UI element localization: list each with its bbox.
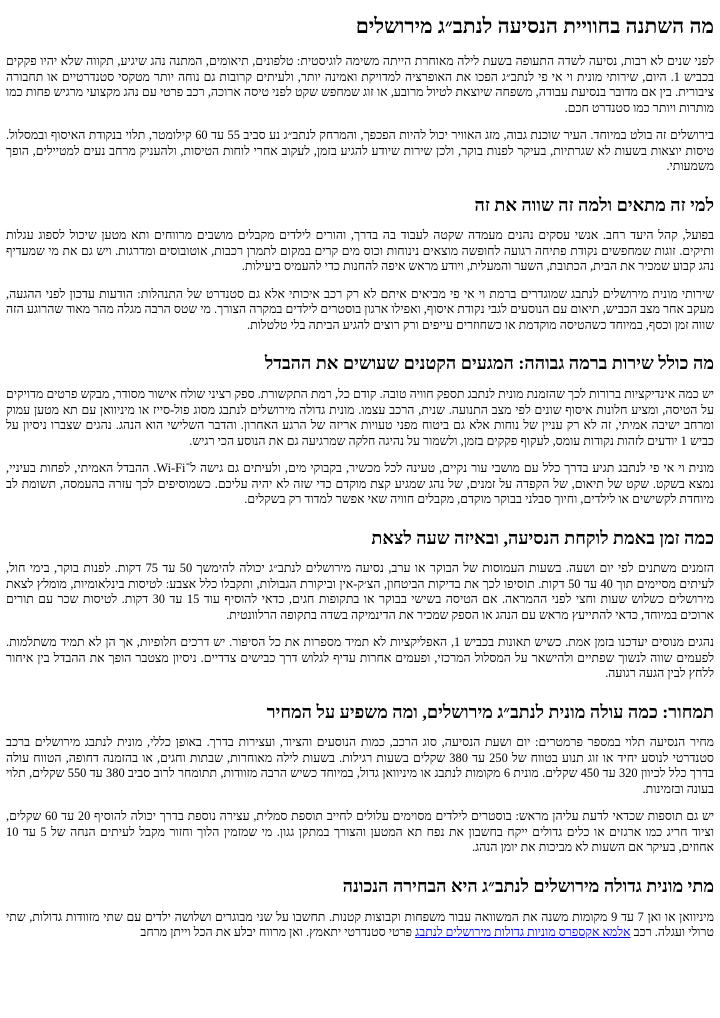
page-title: מה השתנה בחוויית הנסיעה לנתב״ג מירושלים <box>355 14 714 38</box>
paragraph: יש כמה אינדיקציות ברורות לכך שהזמנת מונית לנתבג תספק חוויה טובה. קודם כל, רמת התקשורת. ספק רציני שולח אישור מסודר, מבקש פרטים מדויקים על הטיסה, ומציע חלונות איסוף שונים לפי מצב התנועה. שנית, הרכב עצמו. מונית גדולה מירושלים לנתבג מסוג פול-סייז או מיניוואן עם תא מטען עמוק ומרחב ישיבה אמיתי, זה לא רק עניין של נוחות אלא גם ביטוח מפני טעויות אריזה של הרגע האחרון. והדבר השלישי הוא הנהג. נהגים שצברו ניסיון על כביש 1 יודעים לזהות נקודות עומס, לעקוף פקקים בזמן, ולשמור על נהיגה חלקה שמרגיעה גם את הנוסע הכי רגיש. <box>6 387 714 448</box>
section-heading-travel-time: כמה זמן באמת לוקחת הנסיעה, ובאיזה שעה לצאת <box>371 527 714 548</box>
intro-paragraph-1: לפני שנים לא רבות, נסיעה לשדה התעופה בשעת לילה מאוחרת הייתה משימה לוגיסטית: טלפונים, תיאומים, המתנה נהג שיגיע, תקווה שלא יהיו פקקים בכביש 1. היום, שירותי מונית וי אי פי לנתב״ג הפכו את האופרציה למדויקת ואמינה יותר, ולעיתים קרובות גם נוחה יותר מטקסי סטנדרטיים או תחבורה ציבורית. בין אם מדובר בנסיעת עבודה, משפחה שיוצאת לטיול מרובע, או זוג שמחפש שקט לפני טיסה ארוכה, רכב פרטי עם נהג מקצועי מרגיש פחות כמו מותרות ויותר כמו סטנדרט חכם. <box>6 54 714 115</box>
paragraph: שירותי מונית מירושלים לנתבג שמוגדרים ברמת וי אי פי מביאים איתם לא רק רכב איכותי אלא גם סטנדרט של התנהלות: הודעות עדכון לפני ההגעה, מעקב אחר מצב הכביש, תיאום עם הנוסעים לגבי נקודת איסוף, ואפילו ארגון בוסטרים לילדים במקרה הצורך. מי שטס הרבה מגלה מהר מאוד שהרוגע הזה שווה זמן וכסף, במיוחד כשהטיסה מוקדמת או כשחוזרים עייפים ורק רוצים להגיע הביתה בלי טלטלות. <box>6 286 714 332</box>
intro-paragraph-2: בירושלים זה בולט במיוחד. העיר שוכנת גבוה, מזג האוויר יכול להיות הפכפך, והמרחק לנתב״ג נע סביב 55 עד 60 קילומטר, תלוי בנקודת האיסוף ובמסלול. טיסות יוצאות בשעות לא שגרתיות, בעיקר לפנות בוקר, ולכן שירות שיודע להגיע בזמן, לעקוב אחרי לוחות הטיסות, ולהעניק מרחב נעים למטיילים, הופך משמעותי. <box>6 128 714 174</box>
paragraph-text-after-link: פרטי סטנדרטי יתאמץ. ואן מרווח יבלע את הכל וייתן מרחב <box>140 925 416 940</box>
paragraph: הזמנים משתנים לפי יום ושעה. בשעות העמוסות של הבוקר או ערב, נסיעה מירושלים לנתב״ג יכולה להימשך 50 עד 75 דקות. לפנות בוקר, בימי חול, לעיתים מסיימים תוך 40 עד 50 דקות. תוסיפו לכך את בדיקות הביטחון, הצ׳ק-אין וביקורת הגבולות, ותקבלו כלל אצבע: לטיסות בינלאומיות, מומלץ לצאת מירושלים כשלוש שעות וחצי לפני ההמראה. אם הטיסה בשישי בבוקר או בתקופות חגים, כדאי להוסיף עוד 15 עד 30 דקות. לטיסות שכר עם תורים ארוכים במיוחד, כדאי להתייעץ מראש עם הנהג או הספק שמכיר את הדינמיקה בשדה בתקופה הרלוונטית. <box>6 561 714 622</box>
paragraph: נהגים מנוסים יעדכנו בזמן אמת. כשיש תאונות בכביש 1, האפליקציות לא תמיד מספרות את כל הסיפור. יש דרכים חלופיות, אך הן לא תמיד משתלמות. לפעמים שווה לנשוך שפתיים ולהישאר על המסלול המרכזי, ופעמים אחרות עדיף לגלוש דרך כבישים צדדיים. ניסיון מצטבר הופך את ההבדל בין איחור ללחץ לבין הגעה רגועה. <box>6 635 714 681</box>
section-heading-who-is-it-for: למי זה מתאים ולמה זה שווה את זה <box>474 194 714 215</box>
paragraph: מונית וי אי פי לנתבג תגיע בדרך כלל עם מושבי עור נקיים, טעינה לכל מכשיר, בקבוקי מים, ולעיתים גם גישה ל־Wi-Fi. ההבדל האמיתי, לפחות בעיניי, נמצא בשקט. שקט של תיאום, של הקפדה על זמנים, של נהג שמגיע קצת מוקדם כדי שזה לא יהיה עליכם. כשמוסיפים לכך עזרה בהעמסה, תשומת לב מיוחדת לקשישים או לילדים, וחיוך סבלני בבוקר מוקדם, מקבלים חוויה שאי אפשר למדוד רק בשקלים. <box>6 461 715 507</box>
section-heading-what-service-includes: מה כולל שירות ברמה גבוהה: המגעים הקטנים שעושים את ההבדל <box>264 353 714 374</box>
paragraph-text-before-link: מיניוואן או ואן 7 עד 9 מקומות משנה את המשוואה עבור משפחות וקבוצות קטנות. תחשבו על שני מבוגרים ושלושה ילדים עם שתי מזוודות גדולות, שתי טרולי ועגלה. רכב <box>6 909 714 940</box>
alma-express-large-taxis-link[interactable]: אלמא אקספרס מוניות גדולות מירושלים לנתבג <box>415 925 631 940</box>
paragraph: יש גם תוספות שכדאי לדעת עליהן מראש: בוסטרים לילדים מסוימים עלולים לחייב תוספת סמלית, עצירה נוספת בדרך יכולה להוסיף 20 עד 60 שקלים, וציוד חריג כמו ארגזים או כלים גדולים ייקח בחשבון את נפח תא המטען והצורך במתקן גגון. מי שמזמין הלוך וחזור מקבל לעיתים הנחה של 5 עד 10 אחוזים, בעיקר אם השעות לא מביכות את יומן הנהג. <box>6 809 714 855</box>
section-heading-large-taxi: מתי מונית גדולה מירושלים לנתב״ג היא הבחירה הנכונה <box>342 875 714 896</box>
paragraph: מחיר הנסיעה תלוי במספר פרמטרים: יום ושעת הנסיעה, סוג הרכב, כמות הנוסעים והציוד, ועצירות בדרך. באופן כללי, מונית לנתבג מירושלים ברכב סטנדרטי לנוסע יחיד או זוג תנוע בטווח של 250 עד 380 שקלים בשעות רגילות. בשעות לילה מאוחרות, שבתות וחגים, או בהזמנה דחופה, הטווח עולה בדרך כלל לכיוון 320 עד 450 שקלים. מונית 6 מקומות לנתבג או מיניוואן גדול, במיוחד כשיש הרבה מזוודות, תתומחר לרוב סביב 380 עד 550 שקלים, תלוי בעונה ובזמינות. <box>6 735 715 796</box>
paragraph-with-link <box>6 910 714 941</box>
section-heading-pricing: תמחור: כמה עולה מונית לנתב״ג מירושלים, ומה משפיע על המחיר <box>266 701 714 722</box>
paragraph: בפועל, קהל היעד רחב. אנשי עסקים נהנים מעמדה שקטה לעבוד בה בדרך, והורים לילדים מקבלים מושבים מרווחים ותא מטען שיכול לספוג עגלות ותיקים. זוגות שמחפשים נקודת פתיחה רגועה לחופשה מוצאים נינוחות וכוס מים קרים במקום לתמרן רכבות, אוטובוסים ומדרגות. ויש גם את מי שמעדיף נהג קבוע שמכיר את הבית, הכתובת, השער והמעלית, ויודע מראש איפה להחנות כדי להעמיס ביעילות. <box>6 228 714 274</box>
